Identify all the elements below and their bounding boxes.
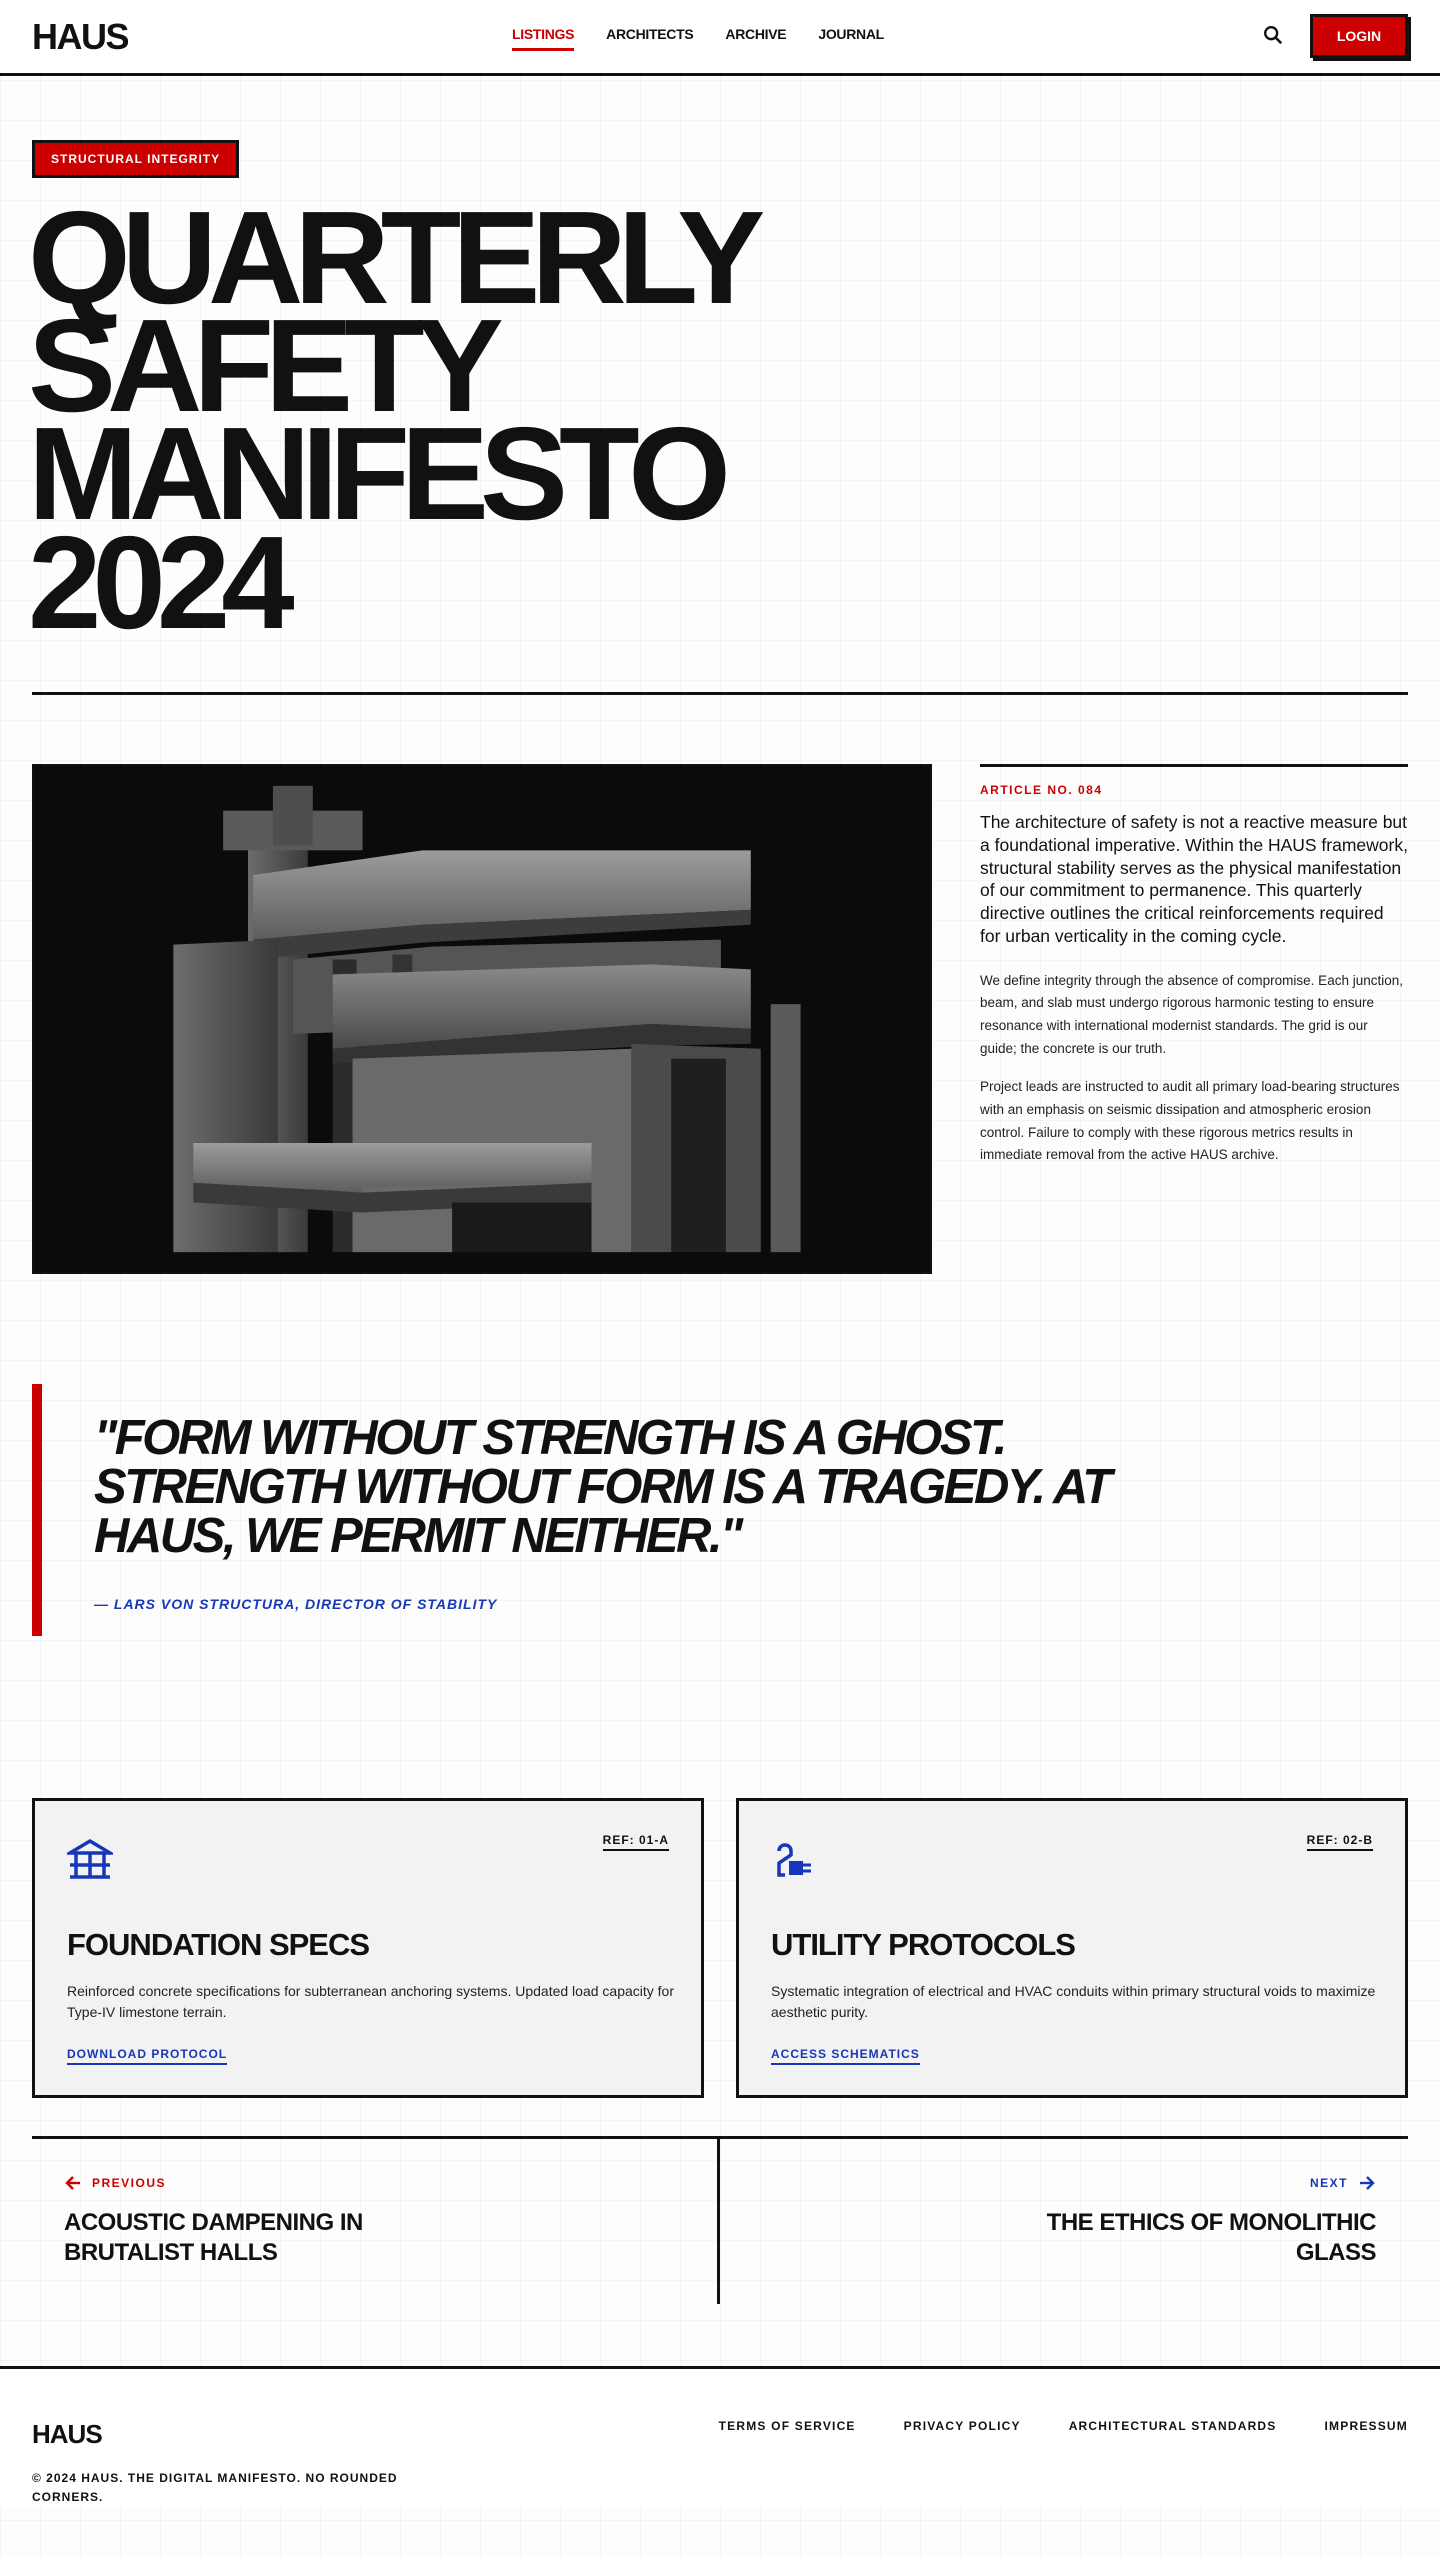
foundation-icon	[67, 1837, 113, 1883]
card-title: FOUNDATION SPECS	[67, 1927, 370, 1962]
copyright-text: © 2024 HAUS. THE DIGITAL MANIFESTO. NO ROUNDED CORNERS.	[32, 2471, 398, 2504]
card-utility-protocols	[736, 1798, 1408, 2098]
footer-link-standards[interactable]: ARCHITECTURAL STANDARDS	[1068, 2419, 1277, 2433]
nav-archive[interactable]: ARCHIVE	[725, 26, 787, 42]
footer-link-privacy[interactable]: PRIVACY POLICY	[903, 2419, 1021, 2433]
category-tag[interactable]: STRUCTURAL INTEGRITY	[32, 140, 239, 178]
divider	[32, 2136, 1408, 2139]
site-logo[interactable]: HAUS	[32, 16, 129, 57]
power-plug-icon	[771, 1837, 817, 1883]
footer-links	[719, 2419, 1408, 2433]
article-number: ARTICLE NO. 084	[980, 783, 1103, 797]
arrow-left-icon	[64, 2174, 82, 2192]
site-header	[0, 0, 1440, 76]
nav-architects[interactable]: ARCHITECTS	[606, 26, 694, 42]
main-nav	[512, 26, 884, 51]
nav-journal[interactable]: JOURNAL	[818, 26, 884, 42]
card-title: UTILITY PROTOCOLS	[771, 1927, 1075, 1962]
quote-attribution: — LARS VON STRUCTURA, DIRECTOR OF STABILITY	[94, 1596, 498, 1612]
card-foundation-specs	[32, 1798, 704, 2098]
article-section	[0, 696, 1440, 1256]
next-link[interactable]	[1310, 2174, 1376, 2192]
resource-cards	[0, 1686, 1440, 2136]
site-footer	[0, 2366, 1440, 2507]
brutalist-building-image	[32, 764, 932, 1274]
title-line: MANIFESTO	[28, 400, 722, 548]
title-line: QUARTERLY	[28, 184, 757, 331]
previous-article-title[interactable]: ACOUSTIC DAMPENING IN BRUTALIST HALLS	[64, 2209, 363, 2266]
article-lead: The architecture of safety is not a reactive measure but a foundational imperative. Within the HAUS framework, structural stability serves as the physical manifestation of our commitment to permanence. This quarterly directive outlines the critical reinforcements required for urban verticality in the coming cycle.	[980, 812, 1408, 946]
search-icon[interactable]	[1262, 24, 1284, 46]
article-paragraph: Project leads are instructed to audit all primary load-bearing structures with an emphasis on seismic dissipation and atmospheric erosion control. Failure to comply with these rigorous metrics results in immediate removal from the active HAUS archive.	[980, 1079, 1400, 1163]
nav-listings[interactable]: LISTINGS	[512, 26, 574, 51]
previous-label: PREVIOUS	[92, 2176, 167, 2190]
quote-text: "FORM WITHOUT STRENGTH IS A GHOST. STRENGTH WITHOUT FORM IS A TRAGEDY. AT HAUS, WE PERMIT NEITHER."	[94, 1411, 1110, 1563]
card-ref: REF: 02-B	[1307, 1833, 1373, 1851]
card-description: Reinforced concrete specifications for subterranean anchoring systems. Updated load capacity for Type-IV limestone terrain.	[67, 1983, 674, 2020]
previous-link[interactable]	[64, 2174, 166, 2192]
download-protocol-link[interactable]: DOWNLOAD PROTOCOL	[67, 2047, 227, 2065]
next-label: NEXT	[1309, 2176, 1348, 2190]
hero-section	[0, 76, 1440, 696]
footer-link-impressum[interactable]: IMPRESSUM	[1324, 2419, 1408, 2433]
title-line: SAFETY	[28, 292, 495, 440]
card-description: Systematic integration of electrical and HVAC conduits within primary structural voids to maximize aesthetic purity.	[771, 1983, 1376, 2020]
article-pagination	[0, 2136, 1440, 2366]
page-title	[28, 184, 928, 656]
access-schematics-link[interactable]: ACCESS SCHEMATICS	[771, 2047, 920, 2065]
quote-accent-bar	[32, 1384, 42, 1636]
card-ref: REF: 01-A	[603, 1833, 669, 1851]
divider	[32, 692, 1408, 695]
pull-quote	[0, 1256, 1440, 1686]
article-paragraph: We define integrity through the absence of compromise. Each junction, beam, and slab must undergo rigorous harmonic testing to ensure resonance with international modernist standards. The grid is our guide; the concrete is our truth.	[980, 972, 1403, 1056]
title-line: 2024	[28, 508, 286, 656]
divider	[717, 2136, 720, 2304]
footer-link-terms[interactable]: TERMS OF SERVICE	[718, 2419, 856, 2433]
login-button[interactable]: LOGIN	[1310, 14, 1408, 58]
article-sidebar	[980, 764, 1408, 1167]
footer-logo[interactable]: HAUS	[32, 2419, 102, 2449]
next-article-title[interactable]: THE ETHICS OF MONOLITHIC GLASS	[1046, 2209, 1376, 2266]
arrow-right-icon	[1358, 2174, 1376, 2192]
